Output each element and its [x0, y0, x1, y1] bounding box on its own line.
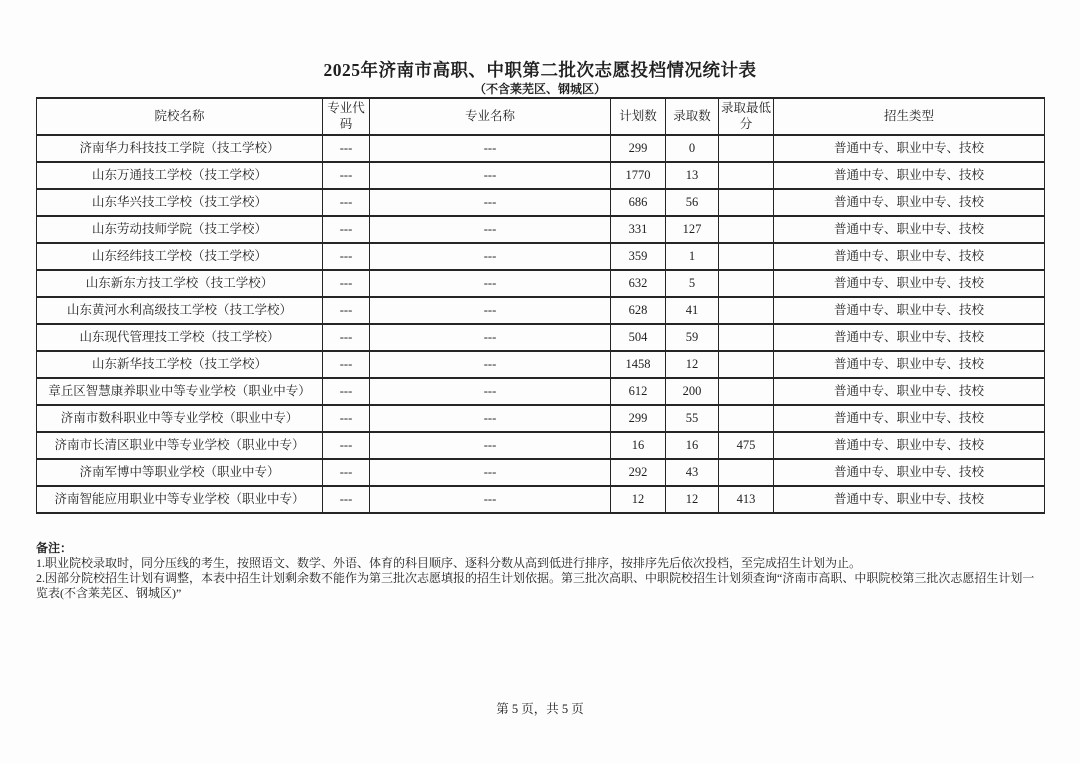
table-cell-code: --- — [323, 216, 370, 243]
table-row — [37, 162, 1045, 189]
table-cell-school: 山东新东方技工学校（技工学校） — [37, 270, 323, 297]
table-row — [37, 135, 1045, 162]
table-cell-school: 山东新华技工学校（技工学校） — [37, 351, 323, 378]
table-cell-major: --- — [370, 324, 611, 351]
table-cell-school: 济南市长清区职业中等专业学校（职业中专） — [37, 432, 323, 459]
table-cell-type: 普通中专、职业中专、技校 — [774, 135, 1045, 162]
page-title: 2025年济南市高职、中职第二批次志愿投档情况统计表 — [323, 60, 757, 80]
table-cell-major: --- — [370, 459, 611, 486]
table-cell-plan: 1770 — [611, 162, 666, 189]
table-cell-minscore — [719, 405, 774, 432]
table-cell-type: 普通中专、职业中专、技校 — [774, 378, 1045, 405]
table-cell-school: 山东劳动技师学院（技工学校） — [37, 216, 323, 243]
table-cell-admit: 41 — [666, 297, 719, 324]
table-cell-plan: 612 — [611, 378, 666, 405]
table-cell-school: 山东万通技工学校（技工学校） — [37, 162, 323, 189]
table-body — [37, 135, 1045, 513]
table-cell-type: 普通中专、职业中专、技校 — [774, 216, 1045, 243]
table-cell-minscore — [719, 135, 774, 162]
table-cell-type: 普通中专、职业中专、技校 — [774, 297, 1045, 324]
table-cell-major: --- — [370, 135, 611, 162]
table-cell-plan: 686 — [611, 189, 666, 216]
table-cell-code: --- — [323, 378, 370, 405]
table-row — [37, 351, 1045, 378]
table-cell-plan: 359 — [611, 243, 666, 270]
table-cell-minscore — [719, 270, 774, 297]
table-cell-code: --- — [323, 162, 370, 189]
table-cell-major: --- — [370, 243, 611, 270]
table-cell-major: --- — [370, 405, 611, 432]
table-cell-code: --- — [323, 459, 370, 486]
table-row — [37, 297, 1045, 324]
table-row — [37, 405, 1045, 432]
table-cell-major: --- — [370, 162, 611, 189]
table-cell-minscore: 475 — [719, 432, 774, 459]
table-cell-plan: 628 — [611, 297, 666, 324]
table-cell-major: --- — [370, 378, 611, 405]
table-cell-school: 山东现代管理技工学校（技工学校） — [37, 324, 323, 351]
column-header-type: 招生类型 — [774, 98, 1045, 135]
table-cell-school: 济南市数科职业中等专业学校（职业中专） — [37, 405, 323, 432]
table-cell-admit: 56 — [666, 189, 719, 216]
table-cell-type: 普通中专、职业中专、技校 — [774, 486, 1045, 513]
table-row — [37, 378, 1045, 405]
table-cell-code: --- — [323, 189, 370, 216]
table-cell-type: 普通中专、职业中专、技校 — [774, 270, 1045, 297]
table-cell-minscore — [719, 324, 774, 351]
table-cell-admit: 0 — [666, 135, 719, 162]
table-cell-minscore — [719, 351, 774, 378]
table-cell-admit: 43 — [666, 459, 719, 486]
table-cell-plan: 504 — [611, 324, 666, 351]
notes-list — [36, 556, 1046, 601]
table-cell-plan: 299 — [611, 135, 666, 162]
column-header-plan: 计划数 — [611, 98, 666, 135]
table-cell-school: 山东华兴技工学校（技工学校） — [37, 189, 323, 216]
column-header-major: 专业名称 — [370, 98, 611, 135]
table-cell-type: 普通中专、职业中专、技校 — [774, 351, 1045, 378]
notes-section — [36, 541, 1046, 601]
table-row — [37, 432, 1045, 459]
table-cell-admit: 59 — [666, 324, 719, 351]
table-cell-type: 普通中专、职业中专、技校 — [774, 459, 1045, 486]
table-cell-plan: 299 — [611, 405, 666, 432]
note-item-2: 2.因部分院校招生计划有调整，本表中招生计划剩余数不能作为第三批次志愿填报的招生计划依据。第三批次高职、中职院校招生计划须查询“济南市高职、中职院校第三批次志愿招生计划一览表(不含莱芜区、钢城区)” — [36, 571, 1035, 600]
table-header-row — [37, 98, 1045, 135]
table-cell-school: 章丘区智慧康养职业中等专业学校（职业中专） — [37, 378, 323, 405]
table-cell-admit: 13 — [666, 162, 719, 189]
table-cell-admit: 127 — [666, 216, 719, 243]
table-cell-code: --- — [323, 432, 370, 459]
table-cell-minscore: 413 — [719, 486, 774, 513]
table-cell-type: 普通中专、职业中专、技校 — [774, 162, 1045, 189]
table-cell-type: 普通中专、职业中专、技校 — [774, 243, 1045, 270]
column-header-minscore: 录取最低分 — [719, 98, 774, 135]
table-cell-type: 普通中专、职业中专、技校 — [774, 324, 1045, 351]
table-cell-major: --- — [370, 486, 611, 513]
table-cell-code: --- — [323, 405, 370, 432]
table-cell-minscore — [719, 243, 774, 270]
table-cell-major: --- — [370, 189, 611, 216]
table-row — [37, 459, 1045, 486]
table-cell-minscore — [719, 189, 774, 216]
table-cell-school: 济南智能应用职业中等专业学校（职业中专） — [37, 486, 323, 513]
table-cell-code: --- — [323, 351, 370, 378]
table-cell-minscore — [719, 459, 774, 486]
table-cell-school: 济南华力科技技工学院（技工学校） — [37, 135, 323, 162]
table-cell-code: --- — [323, 135, 370, 162]
table-cell-code: --- — [323, 270, 370, 297]
admission-stats-table — [36, 97, 1045, 514]
table-cell-admit: 55 — [666, 405, 719, 432]
table-cell-school: 济南军博中等职业学校（职业中专） — [37, 459, 323, 486]
table-cell-major: --- — [370, 432, 611, 459]
table-cell-plan: 16 — [611, 432, 666, 459]
table-cell-admit: 12 — [666, 351, 719, 378]
table-cell-type: 普通中专、职业中专、技校 — [774, 405, 1045, 432]
table-cell-major: --- — [370, 216, 611, 243]
table-row — [37, 270, 1045, 297]
table-cell-plan: 331 — [611, 216, 666, 243]
table-row — [37, 486, 1045, 513]
table-cell-school: 山东经纬技工学校（技工学校） — [37, 243, 323, 270]
table-cell-admit: 200 — [666, 378, 719, 405]
table-cell-admit: 12 — [666, 486, 719, 513]
table-row — [37, 324, 1045, 351]
table-cell-admit: 1 — [666, 243, 719, 270]
table-cell-type: 普通中专、职业中专、技校 — [774, 432, 1045, 459]
table-cell-school: 山东黄河水利高级技工学校（技工学校） — [37, 297, 323, 324]
table-row — [37, 189, 1045, 216]
table-cell-major: --- — [370, 270, 611, 297]
table-cell-code: --- — [323, 324, 370, 351]
table-cell-type: 普通中专、职业中专、技校 — [774, 189, 1045, 216]
page-subtitle: （不含莱芜区、钢城区） — [473, 82, 606, 96]
table-row — [37, 243, 1045, 270]
column-header-admit: 录取数 — [666, 98, 719, 135]
table-cell-plan: 632 — [611, 270, 666, 297]
table-cell-minscore — [719, 297, 774, 324]
table-cell-minscore — [719, 216, 774, 243]
table-cell-plan: 12 — [611, 486, 666, 513]
table-cell-minscore — [719, 378, 774, 405]
table-cell-code: --- — [323, 243, 370, 270]
table-cell-major: --- — [370, 351, 611, 378]
table-cell-major: --- — [370, 297, 611, 324]
table-cell-plan: 1458 — [611, 351, 666, 378]
column-header-school: 院校名称 — [37, 98, 323, 135]
table-cell-admit: 16 — [666, 432, 719, 459]
table-cell-minscore — [719, 162, 774, 189]
note-item-1: 1.职业院校录取时，同分压线的考生，按照语文、数学、外语、体育的科目顺序、逐科分数从高到低进行排序，按排序先后依次投档，至完成招生计划为止。 — [36, 556, 862, 570]
table-cell-admit: 5 — [666, 270, 719, 297]
table-cell-plan: 292 — [611, 459, 666, 486]
notes-label: 备注： — [36, 541, 73, 555]
page-number: 第 5 页，共 5 页 — [496, 702, 584, 716]
table-cell-code: --- — [323, 486, 370, 513]
table-cell-code: --- — [323, 297, 370, 324]
column-header-code: 专业代码 — [323, 98, 370, 135]
table-row — [37, 216, 1045, 243]
